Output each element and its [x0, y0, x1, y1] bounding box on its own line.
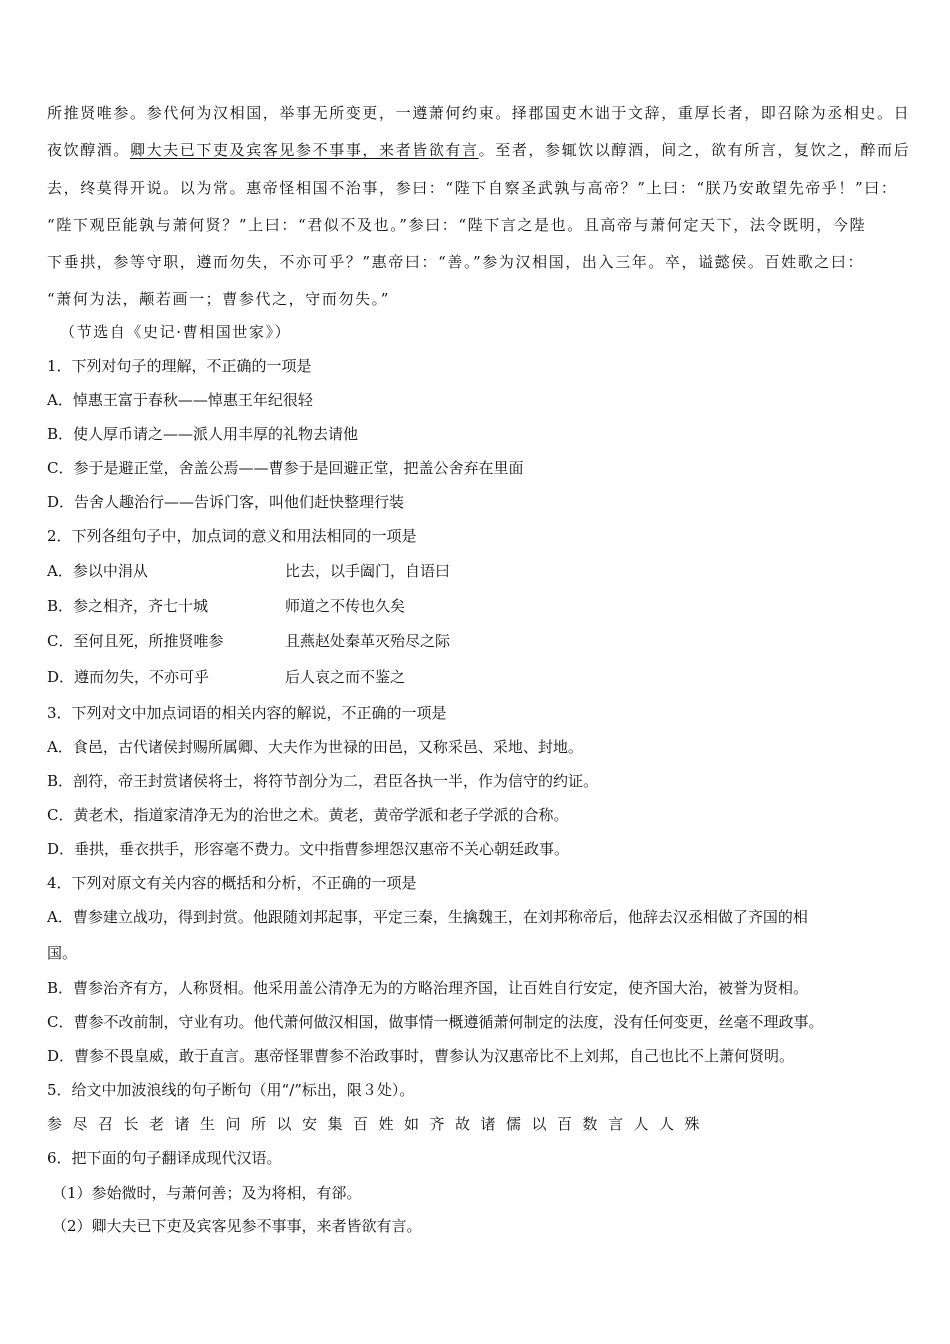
sentence-char: 人 — [633, 1115, 649, 1133]
sentence-char: 所 — [251, 1115, 267, 1133]
sentence-char: 安 — [302, 1115, 318, 1133]
question-4-option-a-cont: 国。 — [47, 944, 78, 962]
option-left: D．遵而勿失，不亦可乎 — [47, 668, 210, 686]
sentence-char: 问 — [225, 1115, 241, 1133]
option-right: 且燕赵处秦革灭殆尽之际 — [285, 632, 451, 650]
question-4-option-b: B．曹参治齐有方，人称贤相。他采用盖公清净无为的方略治理齐国，让百姓自行安定，使齐国大治，被誉为贤相。 — [47, 979, 809, 997]
passage-line-4: “陛下观臣能孰与萧何贤？”上曰：“君似不及也。”参曰：“陛下言之是也。且高帝与萧何定天下，法令既明，今陛 — [47, 216, 867, 234]
option-right: 后人哀之而不鉴之 — [285, 668, 406, 686]
sentence-char: 如 — [404, 1115, 420, 1133]
passage-text: 夜饮醇酒。 — [47, 141, 131, 159]
passage-line-1: 所推贤唯参。参代何为汉相国，举事无所变更，一遵萧何约束。择郡国吏木诎于文辞，重厚长者，即召除为丞相史。日 — [47, 104, 911, 122]
sentence-char: 诸 — [174, 1115, 190, 1133]
question-4-stem: 4．下列对原文有关内容的概括和分析，不正确的一项是 — [47, 874, 417, 892]
question-1-stem: 1．下列对句子的理解，不正确的一项是 — [47, 357, 312, 375]
question-3-stem: 3．下列对文中加点词语的相关内容的解说，不正确的一项是 — [47, 704, 447, 722]
option-right: 师道之不传也久矣 — [285, 597, 406, 615]
sentence-char: 以 — [531, 1115, 547, 1133]
passage-text: 。至者，参辄饮以醇酒，间之，欲有所言，复饮之，醉而后 — [478, 141, 911, 159]
passage-line-6: “萧何为法，颟若画一；曹参代之，守而勿失。” — [47, 290, 391, 308]
passage-source: （节选自《史记·曹相国世家》） — [60, 323, 292, 341]
sentence-char: 百 — [353, 1115, 369, 1133]
sentence-char: 诸 — [480, 1115, 496, 1133]
question-4-option-d: D．曹参不畏皇威，敢于直言。惠帝怪罪曹参不治政事时，曹参认为汉惠帝比不上刘邦，自己也比不上萧何贤明。 — [47, 1047, 795, 1065]
sentence-char: 儒 — [506, 1115, 522, 1133]
underlined-sentence: 卿大夫已下吏及宾客见参不事事，来者皆欲有言 — [130, 141, 479, 159]
question-2-option-b — [47, 596, 907, 616]
option-right: 比去，以手阖门，自语曰 — [285, 562, 451, 580]
sentence-char: 齐 — [429, 1115, 445, 1133]
sentence-char: 数 — [582, 1115, 598, 1133]
question-2-option-a — [47, 561, 907, 581]
sentence-char: 故 — [455, 1115, 471, 1133]
sentence-char: 长 — [123, 1115, 139, 1133]
passage-line-3: 去，终莫得开说。以为常。惠帝怪相国不治事，参曰：“陛下自察圣武孰与高帝？”上曰：“朕乃安敢望先帝乎！”曰： — [47, 179, 898, 197]
sentence-char: 百 — [557, 1115, 573, 1133]
question-4-option-a: A．曹参建立战功，得到封赏。他跟随刘邦起事，平定三秦，生擒魏王，在刘邦称帝后，他辞去汉丞相做了齐国的相 — [47, 908, 808, 926]
question-1-option-d: D．告舍人趣治行——告诉门客，叫他们赶快整理行装 — [47, 493, 405, 511]
question-6-stem: 6．把下面的句子翻译成现代汉语。 — [47, 1149, 282, 1167]
sentence-char: 人 — [659, 1115, 675, 1133]
passage-line-5: 下垂拱，参等守职，遵而勿失，不亦可乎？”惠帝曰：“善。”参为汉相国，出入三年。卒，谥懿侯。百姓歌之曰： — [47, 253, 865, 271]
question-3-option-a: A．食邑，古代诸侯封赐所属卿、大夫作为世禄的田邑，又称采邑、采地、封地。 — [47, 738, 583, 756]
question-4-option-c: C．曹参不改前制，守业有功。他代萧何做汉相国，做事情一概遵循萧何制定的法度，没有任何变更，丝毫不理政事。 — [47, 1013, 824, 1031]
question-3-option-c: C．黄老术，指道家清净无为的治世之术。黄老，黄帝学派和老子学派的合称。 — [47, 806, 569, 824]
sentence-char: 集 — [327, 1115, 343, 1133]
sentence-char: 言 — [608, 1115, 624, 1133]
question-1-option-a: A．悼惠王富于春秋——悼惠王年纪很轻 — [47, 391, 313, 409]
question-2-stem: 2．下列各组句子中，加点词的意义和用法相同的一项是 — [47, 527, 417, 545]
passage-line-2 — [47, 140, 910, 160]
question-1-option-c: C．参于是避正堂，舍盖公焉——曹参于是回避正堂，把盖公舍弃在里面 — [47, 459, 524, 477]
question-3-option-d: D．垂拱，垂衣拱手，形容毫不费力。文中指曹参埋怨汉惠帝不关心朝廷政事。 — [47, 840, 570, 858]
question-3-option-b: B．剖符，帝王封赏诸侯将士，将符节剖分为二，君臣各执一半，作为信守的约证。 — [47, 772, 599, 790]
sentence-char: 尽 — [72, 1115, 88, 1133]
sentence-char: 生 — [200, 1115, 216, 1133]
question-5-sentence — [47, 1114, 710, 1134]
option-left: B．参之相齐，齐七十城 — [47, 597, 209, 615]
sentence-char: 参 — [47, 1115, 63, 1133]
sentence-char: 殊 — [684, 1115, 700, 1133]
sentence-char: 以 — [276, 1115, 292, 1133]
question-5-stem: 5．给文中加波浪线的句子断句（用“/”标出，限３处）。 — [47, 1081, 415, 1099]
option-left: A．参以中涓从 — [47, 562, 148, 580]
question-6-sentence-1: （1）参始微时，与萧何善；及为将相，有郤。 — [52, 1184, 362, 1202]
question-1-option-b: B．使人厚币请之——派人用丰厚的礼物去请他 — [47, 425, 359, 443]
question-2-option-c — [47, 631, 907, 651]
sentence-char: 姓 — [378, 1115, 394, 1133]
question-2-option-d — [47, 667, 907, 687]
sentence-char: 召 — [98, 1115, 114, 1133]
option-left: C．至何且死，所推贤唯参 — [47, 632, 224, 650]
question-6-sentence-2: （2）卿大夫已下吏及宾客见参不事事，来者皆欲有言。 — [52, 1217, 422, 1235]
sentence-char: 老 — [149, 1115, 165, 1133]
